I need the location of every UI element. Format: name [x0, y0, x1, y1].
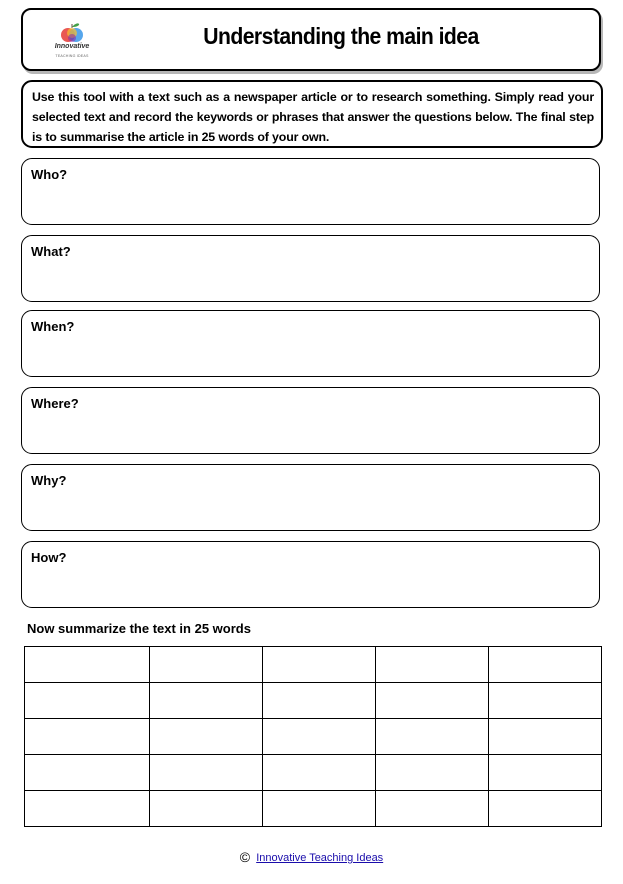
word-cell[interactable] [150, 791, 263, 827]
question-box-where[interactable] [21, 387, 600, 454]
word-cell[interactable] [376, 683, 489, 719]
word-cell[interactable] [150, 755, 263, 791]
grid-row [25, 755, 602, 791]
logo-subtitle: TEACHING IDEAS [55, 54, 89, 58]
grid-row [25, 683, 602, 719]
word-cell[interactable] [489, 683, 602, 719]
question-label-how: How? [31, 550, 67, 565]
word-cell[interactable] [376, 755, 489, 791]
question-label-when: When? [31, 319, 75, 334]
word-cell[interactable] [25, 755, 150, 791]
word-cell[interactable] [25, 719, 150, 755]
word-cell[interactable] [25, 683, 150, 719]
word-cell[interactable] [489, 791, 602, 827]
grid-row [25, 719, 602, 755]
logo [41, 20, 103, 68]
question-label-who: Who? [31, 167, 68, 182]
word-cell[interactable] [489, 719, 602, 755]
question-box-what[interactable] [21, 235, 600, 302]
page-title: Understanding the main idea [203, 23, 479, 49]
word-cell[interactable] [489, 647, 602, 683]
question-box-who[interactable] [21, 158, 600, 225]
question-box-when[interactable] [21, 310, 600, 377]
question-box-why[interactable] [21, 464, 600, 531]
word-cell[interactable] [25, 791, 150, 827]
instructions-box [21, 80, 603, 148]
instructions-text: Use this tool with a text such as a newspaper article or to research something. Simply read your selected text and record the keywords or phrases that answer the questions below. The final step is to summarise the article in 25 words of your own. [32, 90, 594, 144]
footer [0, 849, 623, 865]
grid-row [25, 791, 602, 827]
apple-logo-icon [41, 20, 103, 44]
word-cell[interactable] [376, 719, 489, 755]
word-cell[interactable] [376, 791, 489, 827]
word-cell[interactable] [25, 647, 150, 683]
word-cell[interactable] [150, 719, 263, 755]
word-cell[interactable] [263, 719, 376, 755]
grid-row [25, 647, 602, 683]
word-cell[interactable] [150, 683, 263, 719]
question-label-what: What? [31, 244, 71, 259]
word-cell[interactable] [150, 647, 263, 683]
word-cell[interactable] [489, 755, 602, 791]
logo-name: Innovative [54, 43, 90, 50]
summary-word-grid [24, 646, 602, 827]
question-box-how[interactable] [21, 541, 600, 608]
word-cell[interactable] [376, 647, 489, 683]
word-cell[interactable] [263, 755, 376, 791]
word-cell[interactable] [263, 683, 376, 719]
word-cell[interactable] [263, 647, 376, 683]
question-label-why: Why? [31, 473, 67, 488]
footer-link[interactable]: Innovative Teaching Ideas [256, 852, 384, 864]
word-cell[interactable] [263, 791, 376, 827]
summary-heading: Now summarize the text in 25 words [27, 621, 251, 636]
question-label-where: Where? [31, 396, 79, 411]
header-box [21, 8, 601, 71]
copyright-icon: © [239, 849, 251, 865]
